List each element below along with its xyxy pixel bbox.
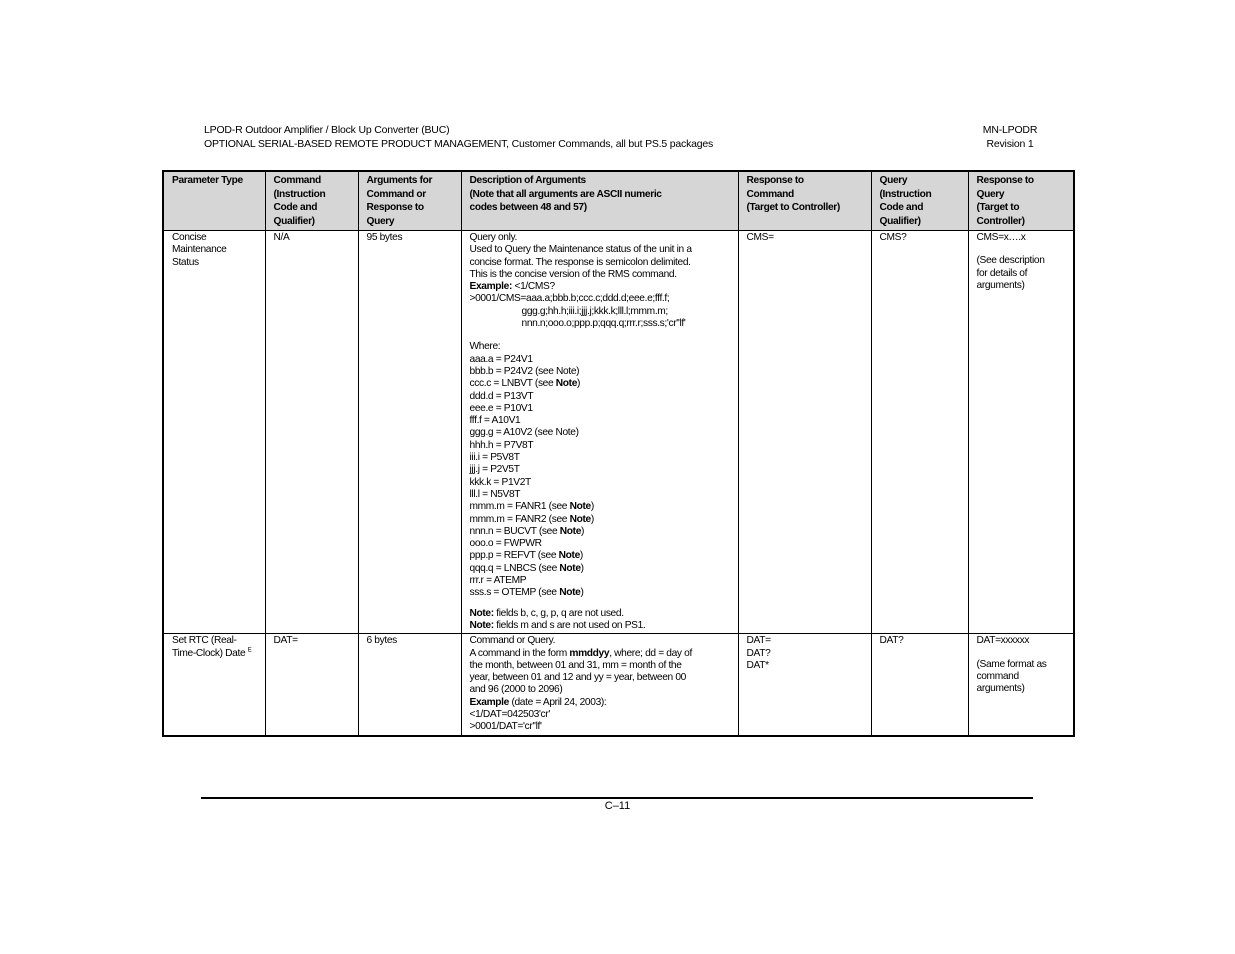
- document-revision: Revision 1: [986, 138, 1034, 150]
- field-item: hhh.h = P7V8T: [469, 439, 534, 451]
- cell-arguments: 95 bytes: [358, 231, 461, 634]
- col-header-parameter-type: Parameter Type: [163, 171, 265, 231]
- command-table: [162, 170, 1075, 737]
- footer-divider: [201, 797, 1033, 799]
- table-row-dat: [163, 634, 1074, 736]
- field-item: aaa.a = P24V1: [469, 353, 533, 365]
- cell-response-to-query: DAT=xxxxxx (Same format as command arguments): [968, 634, 1074, 736]
- header-product-line: LPOD-R Outdoor Amplifier / Block Up Converter (BUC): [204, 124, 450, 136]
- field-item: ppp.p = REFVT (see Note): [469, 550, 583, 562]
- field-item: kkk.k = P1V2T: [469, 476, 531, 488]
- col-header-query: Query (Instruction Code and Qualifier): [871, 171, 968, 231]
- field-item: iii.i = P5V8T: [469, 452, 520, 464]
- field-item: bbb.b = P24V2 (see Note): [469, 365, 580, 377]
- col-header-description: Description of Arguments (Note that all arguments are ASCII numeric codes between 48 and 57): [461, 171, 738, 231]
- field-list: [470, 354, 730, 600]
- cell-command: N/A: [265, 231, 358, 634]
- field-item: ddd.d = P13VT: [469, 390, 534, 402]
- cell-parameter-type: Concise Maintenance Status: [163, 231, 265, 634]
- field-item: lll.l = N5V8T: [469, 488, 521, 500]
- field-item: rrr.r = ATEMP: [469, 575, 527, 587]
- field-item: nnn.n = BUCVT (see Note): [469, 525, 585, 537]
- note-line: Note: fields b, c, g, p, q are not used.: [469, 607, 624, 619]
- cell-query: CMS?: [871, 231, 968, 634]
- col-header-response-to-query: Response to Query (Target to Controller): [968, 171, 1074, 231]
- document-id-block: [960, 123, 1060, 151]
- field-item: fff.f = A10V1: [469, 415, 521, 427]
- document-id: MN-LPODR: [982, 124, 1038, 136]
- page-number: C–11: [604, 800, 631, 812]
- cell-description: Command or Query. A command in the form mmddyy, where; dd = day of the month, between 01 and 31, mm = month of the year, between 01 and 12 and yy = year, between 00 and 96 (2000 to 2096) Example (date = April 24, 2003): <1/DAT=042503'cr' >0001/DAT='cr''lf': [461, 634, 738, 736]
- field-item: qqq.q = LNBCS (see Note): [469, 562, 584, 574]
- field-item: ccc.c = LNBVT (see Note): [469, 378, 581, 390]
- note-line: Note: fields m and s are not used on PS1.: [469, 619, 646, 631]
- header-section-line: OPTIONAL SERIAL-BASED REMOTE PRODUCT MANAGEMENT, Customer Commands, all but PS.5 packages: [204, 138, 714, 150]
- cell-response-to-query: CMS=x….x (See description for details of arguments): [968, 231, 1074, 634]
- col-header-command: Command (Instruction Code and Qualifier): [265, 171, 358, 231]
- example-line: Example (date = April 24, 2003):: [469, 696, 607, 708]
- example-line: Example: <1/CMS?: [469, 281, 555, 293]
- field-item: sss.s = OTEMP (see Note): [469, 587, 584, 599]
- table-header-row: [163, 171, 1074, 231]
- col-header-response-to-command: Response to Command (Target to Controller): [738, 171, 871, 231]
- field-item: jjj.j = P2V5T: [469, 464, 520, 476]
- col-header-arguments: Arguments for Command or Response to Query: [358, 171, 461, 231]
- cell-parameter-type: Set RTC (Real- Time-Clock) Date $^E$: [163, 634, 265, 736]
- cell-query: DAT?: [871, 634, 968, 736]
- cell-command: DAT=: [265, 634, 358, 736]
- cell-response-to-command: DAT= DAT? DAT*: [738, 634, 871, 736]
- table-row-cms: [163, 231, 1074, 634]
- cell-response-to-command: CMS=: [738, 231, 871, 634]
- cell-arguments: 6 bytes: [358, 634, 461, 736]
- field-item: mmm.m = FANR1 (see Note): [469, 501, 594, 513]
- field-item: eee.e = P10V1: [469, 402, 533, 414]
- running-header: [204, 123, 713, 151]
- cell-description: Query only. Used to Query the Maintenance status of the unit in a concise format. The response is semicolon delimited. This is the concise version of the RMS command. Example: <1/CMS? >0001/CMS=aaa.a;bbb.b;ccc.c;ddd.d;eee.e;fff.f; ggg.g;hh.h;iii.i;jjj.j;kkk.k;lll.l;mmm.m; nnn.n;ooo.o;ppp.p;qqq.q;rrr.r;sss.s;'cr''lf' Where: aaa.a = P24V1 bbb.b = P24V2 (see Note) ccc.c = LNBVT (see Note) ddd.d = P13VT eee.e = P10V1 fff.f = A10V1 ggg.g = A10V2 (see Note) hhh.h = P7V8T iii.i = P5V8T jjj.j = P2V5T kkk.k = P1V2T lll.l = N5V8T mmm.m = FANR1 (see Note) mmm.m = FANR2 (see Note) nnn.n = BUCVT (see Note) ooo.o = FWPWR ppp.p = REFVT (see Note) qqq.q = LNBCS (see Note) rrr.r = ATEMP sss.s = OTEMP (see Note) Note: fields b, c, g, p, q are not used. Note: fields m and s are not used on PS1.: [461, 231, 738, 634]
- field-item: ooo.o = FWPWR: [469, 538, 542, 550]
- field-item: ggg.g = A10V2 (see Note): [469, 427, 579, 439]
- field-item: mmm.m = FANR2 (see Note): [469, 513, 594, 525]
